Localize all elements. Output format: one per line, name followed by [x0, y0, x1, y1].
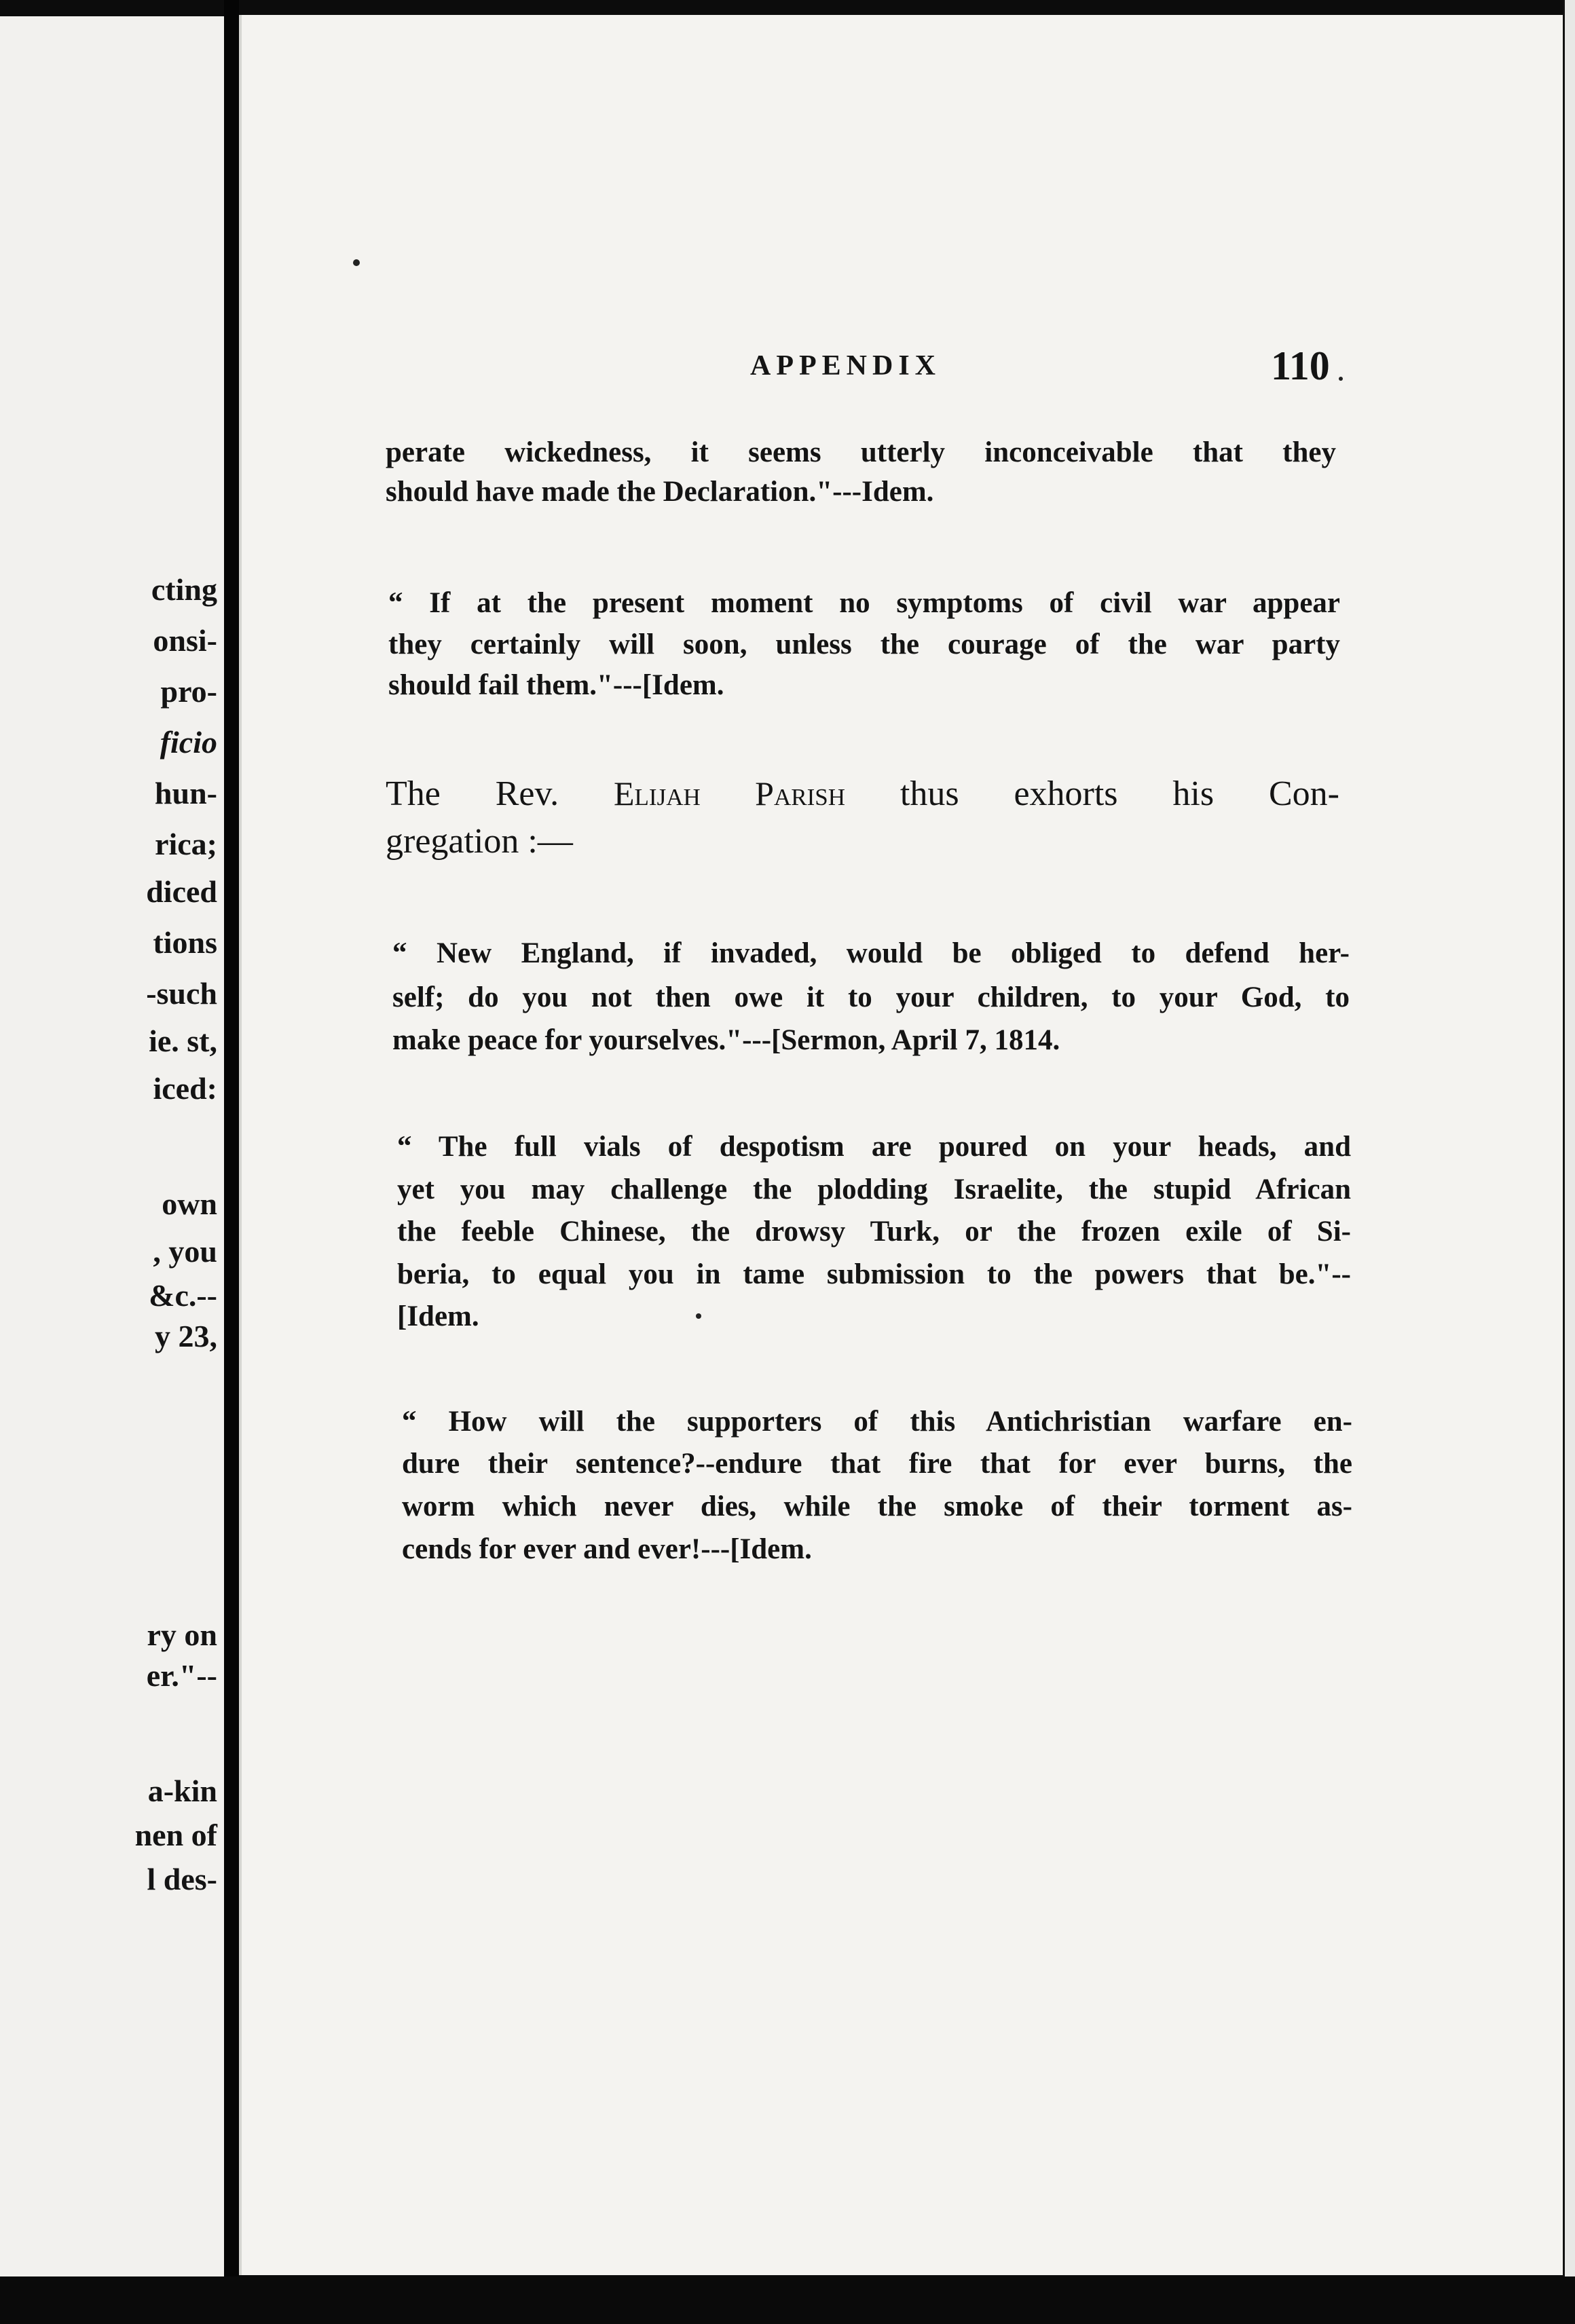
left-fragment: , you — [153, 1234, 217, 1269]
text-line: self; do you not then owe it to your children, to your God, to — [392, 981, 1350, 1013]
left-fragment: diced — [146, 874, 217, 909]
speck — [1339, 377, 1343, 381]
text-line: “ How will the supporters of this Antichristian warfare en- — [402, 1406, 1352, 1438]
text-line: worm which never dies, while the smoke of their torment as- — [402, 1491, 1352, 1522]
text-line: “ New England, if invaded, would be obliged to defend her- — [392, 937, 1350, 969]
left-fragment: own — [162, 1186, 217, 1221]
left-fragment: l des- — [147, 1862, 217, 1896]
left-fragment: y 23, — [155, 1319, 217, 1353]
text-line: should fail them."---[Idem. — [388, 669, 724, 701]
page-edge — [1563, 0, 1575, 2324]
text-line: “ The full vials of despotism are poured on your heads, and — [397, 1131, 1351, 1163]
left-fragment: rica; — [155, 827, 217, 861]
left-fragment: -such — [146, 976, 217, 1011]
left-fragment: pro- — [160, 674, 217, 709]
left-fragment: ficio — [160, 725, 217, 760]
text-line: [Idem. — [397, 1300, 479, 1332]
scan-border — [0, 2276, 1575, 2324]
left-fragment: ie. st, — [149, 1024, 217, 1058]
left-page — [0, 16, 224, 2276]
book-gutter — [224, 0, 239, 2324]
left-fragment: onsi- — [153, 623, 217, 658]
heading-line — [386, 774, 1339, 814]
text-line: the feeble Chinese, the drowsy Turk, or the frozen exile of Si- — [397, 1216, 1351, 1248]
page-number: 110 — [1271, 343, 1330, 388]
left-fragment: a-kin — [147, 1774, 217, 1808]
text-line: dure their sentence?--endure that fire that for ever burns, the — [402, 1448, 1352, 1480]
left-fragment: ry on — [147, 1617, 217, 1652]
left-fragment: cting — [151, 572, 217, 607]
text-line: make peace for yourselves."---[Sermon, April 7, 1814. — [392, 1024, 1060, 1056]
text-line: “ If at the present moment no symptoms of civil war appear — [388, 587, 1340, 619]
text-line: should have made the Declaration."---Idem. — [386, 476, 934, 508]
text-line: perate wickedness, it seems utterly inconceivable that they — [386, 436, 1336, 468]
heading-line: gregation :— — [386, 822, 573, 861]
left-fragment: nen of — [134, 1818, 217, 1852]
left-fragment: &c.-- — [149, 1278, 217, 1313]
speck — [353, 259, 360, 266]
text-line: cends for ever and ever!---[Idem. — [402, 1533, 812, 1565]
heading-rest: thus exhorts his Con- — [845, 774, 1339, 813]
running-head: APPENDIX — [750, 350, 941, 381]
left-fragment: tions — [153, 925, 217, 960]
text-line: yet you may challenge the plodding Israelite, the stupid African — [397, 1174, 1351, 1205]
left-fragment: er."-- — [146, 1658, 217, 1693]
left-fragment: iced: — [153, 1071, 217, 1106]
text-line: they certainly will soon, unless the courage of the war party — [388, 629, 1340, 660]
text-line: beria, to equal you in tame submission to the powers that be."-- — [397, 1258, 1351, 1290]
heading-lead: The Rev. — [386, 774, 614, 813]
left-fragment: hun- — [154, 776, 217, 810]
heading-name: Elijah Parish — [614, 774, 845, 812]
